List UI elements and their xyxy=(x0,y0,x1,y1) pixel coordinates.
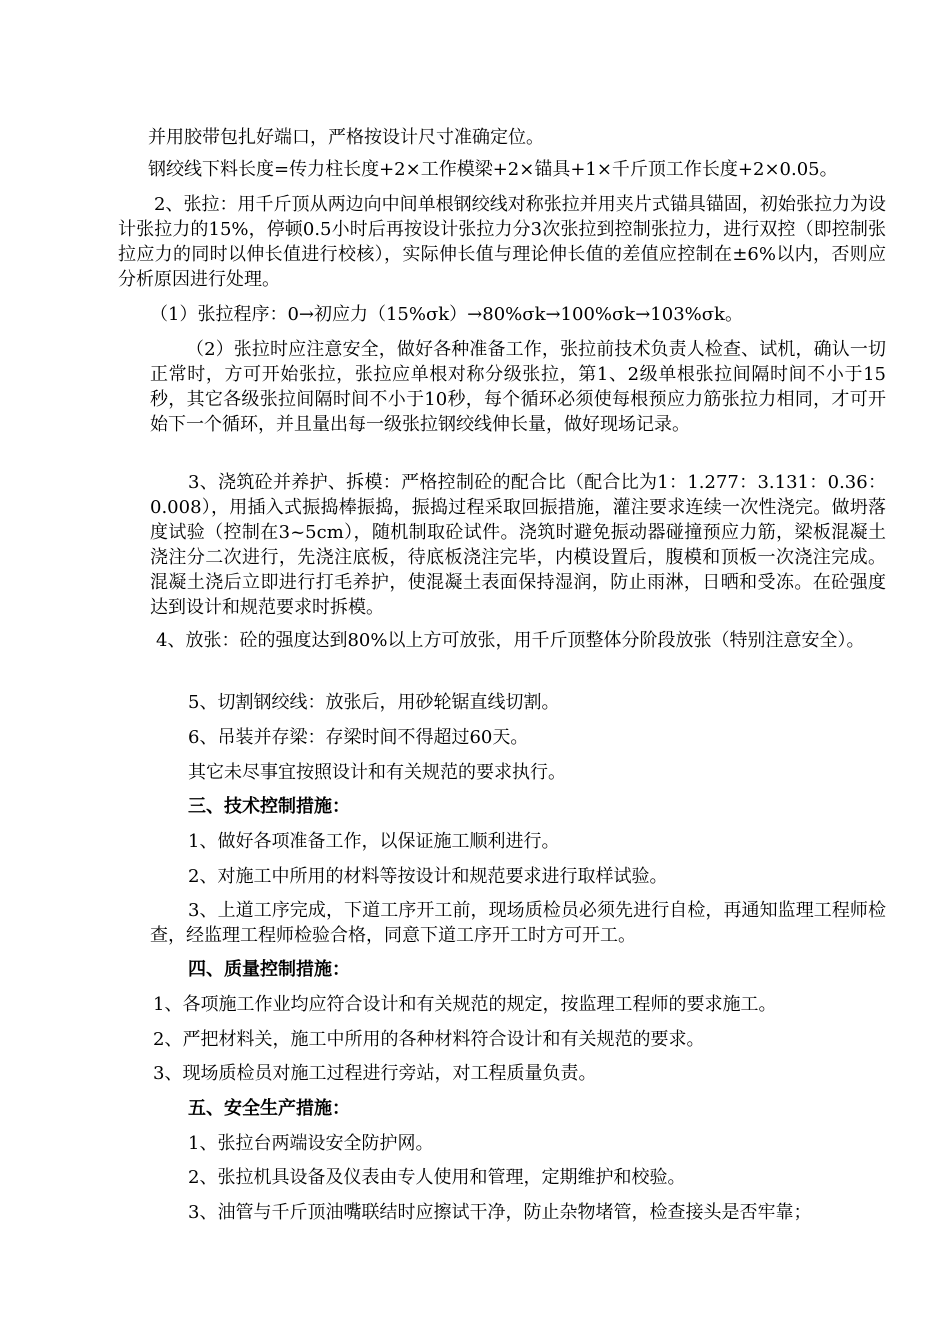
paragraph-other: 其它未尽事宜按照设计和有关规范的要求执行。 xyxy=(188,762,566,783)
paragraph-quality-3: 3、现场质检员对施工过程进行旁站，对工程质量负责。 xyxy=(153,1063,597,1084)
paragraph-tension-procedure: （1）张拉程序：0→初应力（15%σk）→80%σk→100%σk→103%σk。 xyxy=(150,304,743,325)
paragraph-release: 4、放张：砼的强度达到80%以上方可放张，用千斤顶整体分阶段放张（特别注意安全）。 xyxy=(156,630,865,651)
paragraph-tech-3: 3、上道工序完成，下道工序开工前，现场质检员必须先进行自检，再通知监理工程师检查，经监理工程师检验合格，同意下道工序开工时方可开工。 xyxy=(150,900,886,946)
paragraph-concrete-pouring: 3、浇筑砼并养护、拆模：严格控制砼的配合比（配合比为1：1.277：3.131：0.36：0.008），用插入式振捣棒振捣，振捣过程采取回振措施，灌注要求连续一次性浇完。做坍落度试验（控制在3~5cm），随机制取砼试件。浇筑时避免振动器碰撞预应力筋，梁板混凝土浇注分二次进行，先浇注底板，待底板浇注完毕，内模设置后，腹模和顶板一次浇注完成。混凝土浇后立即进行打毛养护，使混凝土表面保持湿润，防止雨淋，日晒和受冻。在砼强度达到设计和规范要求时拆模。 xyxy=(150,472,886,618)
paragraph-safety-3: 3、油管与千斤顶油嘴联结时应擦试干净，防止杂物堵管，检查接头是否牢靠； xyxy=(188,1202,812,1223)
heading-quality-control: 四、质量控制措施： xyxy=(188,959,350,980)
paragraph-quality-2: 2、严把材料关，施工中所用的各种材料符合设计和有关规范的要求。 xyxy=(153,1029,705,1050)
paragraph-strand-length-formula: 钢绞线下料长度=传力柱长度+2×工作模梁+2×锚具+1×千斤顶工作长度+2×0.05。 xyxy=(148,159,838,180)
paragraph-tensioning: 2、张拉：用千斤顶从两边向中间单根钢绞线对称张拉并用夹片式锚具锚固，初始张拉力为设计张拉力的15%，停顿0.5小时后再按设计张拉力分3次张拉到控制张拉力，进行双控（即控制张拉应力的同时以伸长值进行校核），实际伸长值与理论伸长值的差值应控制在±6%以内，否则应分析原因进行处理。 xyxy=(118,194,886,290)
paragraph-quality-1: 1、各项施工作业均应符合设计和有关规范的规定，按监理工程师的要求施工。 xyxy=(153,994,777,1015)
heading-technical-control: 三、技术控制措施： xyxy=(188,796,350,817)
paragraph-wrap-port: 并用胶带包扎好端口，严格按设计尺寸准确定位。 xyxy=(148,127,544,148)
paragraph-tech-2: 2、对施工中所用的材料等按设计和规范要求进行取样试验。 xyxy=(188,866,668,887)
paragraph-tech-1: 1、做好各项准备工作，以保证施工顺利进行。 xyxy=(188,831,560,852)
paragraph-safety-1: 1、张拉台两端设安全防护网。 xyxy=(188,1133,434,1154)
paragraph-tension-safety: （2）张拉时应注意安全，做好各种准备工作，张拉前技术负责人检查、试机，确认一切正常时，方可开始张拉，张拉应单根对称分级张拉，第1、2级单根张拉间隔时间不小于15秒，其它各级张拉间隔时间不小于10秒，每个循环必须使每根预应力筋张拉力相同，才可开始下一个循环，并且量出每一级张拉钢绞线伸长量，做好现场记录。 xyxy=(150,339,886,435)
paragraph-safety-2: 2、张拉机具设备及仪表由专人使用和管理，定期维护和校验。 xyxy=(188,1167,686,1188)
paragraph-lift-store: 6、吊装并存梁：存梁时间不得超过60天。 xyxy=(188,727,529,748)
heading-safety-production: 五、安全生产措施： xyxy=(188,1098,350,1119)
paragraph-cut-strand: 5、切割钢绞线：放张后，用砂轮锯直线切割。 xyxy=(188,692,560,713)
